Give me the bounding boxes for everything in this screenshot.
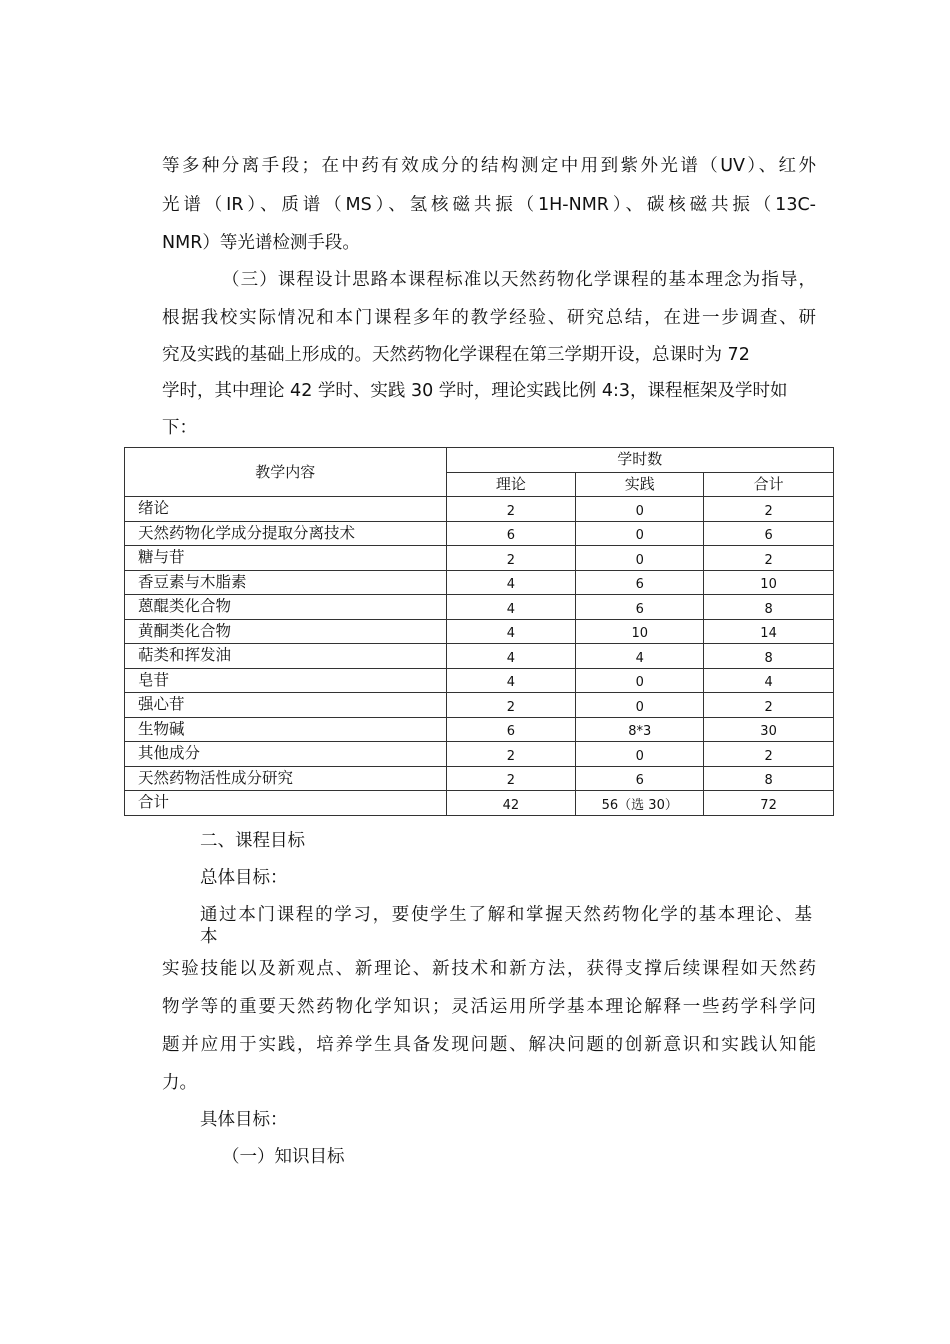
row-theory: 6 [446, 717, 576, 742]
table-row [125, 742, 834, 767]
row-theory: 6 [446, 521, 576, 546]
specific-goal-label: 具体目标： [200, 1110, 288, 1130]
goal-line-4: 物学等的重要天然药物化学知识；灵活运用所学基本理论解释一些药学科学问 [162, 997, 816, 1017]
row-name: 其他成分 [125, 742, 447, 767]
intro-line-2: 光谱（IR）、质谱（MS）、氢核磁共振（1H-NMR）、碳核磁共振（13C- [162, 195, 816, 215]
row-theory: 2 [446, 693, 576, 718]
row-total: 8 [704, 644, 834, 669]
row-name: 天然药物化学成分提取分离技术 [125, 521, 447, 546]
row-name: 强心苷 [125, 693, 447, 718]
row-theory: 2 [446, 497, 576, 522]
row-practice: 8*3 [576, 717, 704, 742]
row-name: 糖与苷 [125, 546, 447, 571]
row-practice: 0 [576, 693, 704, 718]
row-theory: 4 [446, 595, 576, 620]
row-theory: 4 [446, 619, 576, 644]
row-practice: 56（选 30） [576, 791, 704, 816]
design-line-2: 根据我校实际情况和本门课程多年的教学经验、研究总结，在进一步调查、研 [162, 308, 816, 328]
header-content: 教学内容 [125, 448, 447, 497]
row-name: 天然药物活性成分研究 [125, 766, 447, 791]
goal-line-3: 实验技能以及新观点、新理论、新技术和新方法，获得支撑后续课程如天然药 [162, 959, 816, 979]
table-row [125, 570, 834, 595]
row-theory: 4 [446, 644, 576, 669]
intro-line-1: 等多种分离手段；在中药有效成分的结构测定中用到紫外光谱（UV）、红外 [162, 156, 816, 176]
row-name: 黄酮类化合物 [125, 619, 447, 644]
row-total: 2 [704, 742, 834, 767]
design-line-1: （三）课程设计思路本课程标准以天然药物化学课程的基本理念为指导， [222, 270, 816, 290]
row-practice: 0 [576, 546, 704, 571]
header-theory: 理论 [446, 472, 576, 497]
design-line-5: 下： [162, 418, 197, 438]
design-line-4: 学时，其中理论 42 学时、实践 30 学时，理论实践比例 4:3，课程框架及学时如 [162, 381, 788, 401]
row-theory: 2 [446, 742, 576, 767]
table-row [125, 693, 834, 718]
section-title: 二、课程目标 [200, 831, 305, 851]
knowledge-goal-label: （一）知识目标 [222, 1147, 345, 1167]
table-row [125, 497, 834, 522]
row-name: 生物碱 [125, 717, 447, 742]
row-total: 14 [704, 619, 834, 644]
header-total: 合计 [704, 472, 834, 497]
row-name: 合计 [125, 791, 447, 816]
row-theory: 2 [446, 546, 576, 571]
row-practice: 6 [576, 766, 704, 791]
goal-line-1: 通过本门课程的学习，要使学生了解和掌握天然药物化学的基本理论、基 [200, 905, 812, 925]
design-line-3: 究及实践的基础上形成的。天然药物化学课程在第三学期开设，总课时为 72 [162, 345, 750, 365]
row-total: 8 [704, 766, 834, 791]
table-row [125, 546, 834, 571]
header-practice: 实践 [576, 472, 704, 497]
row-total: 30 [704, 717, 834, 742]
table-row [125, 766, 834, 791]
row-name: 蒽醌类化合物 [125, 595, 447, 620]
row-name: 皂苷 [125, 668, 447, 693]
row-theory: 2 [446, 766, 576, 791]
goal-line-5: 题并应用于实践，培养学生具备发现问题、解决问题的创新意识和实践认知能 [162, 1035, 816, 1055]
header-hours: 学时数 [446, 448, 833, 473]
row-total: 8 [704, 595, 834, 620]
row-total: 10 [704, 570, 834, 595]
table-row [125, 521, 834, 546]
row-practice: 0 [576, 742, 704, 767]
row-name: 绪论 [125, 497, 447, 522]
row-practice: 0 [576, 521, 704, 546]
row-practice: 0 [576, 668, 704, 693]
table-row [125, 717, 834, 742]
table-total-row [125, 791, 834, 816]
table-row [125, 619, 834, 644]
row-name: 萜类和挥发油 [125, 644, 447, 669]
row-total: 6 [704, 521, 834, 546]
table-row [125, 595, 834, 620]
row-total: 2 [704, 693, 834, 718]
goal-line-6: 力。 [162, 1073, 197, 1093]
row-total: 2 [704, 546, 834, 571]
goal-line-2: 本 [200, 927, 218, 947]
row-total: 72 [704, 791, 834, 816]
row-practice: 6 [576, 570, 704, 595]
row-total: 2 [704, 497, 834, 522]
table-header-row [125, 448, 834, 473]
row-theory: 42 [446, 791, 576, 816]
row-total: 4 [704, 668, 834, 693]
course-hours-table [124, 447, 834, 816]
row-practice: 4 [576, 644, 704, 669]
overall-goal-label: 总体目标： [200, 868, 288, 888]
intro-line-3: NMR）等光谱检测手段。 [162, 233, 360, 253]
table-row [125, 644, 834, 669]
row-theory: 4 [446, 668, 576, 693]
row-name: 香豆素与木脂素 [125, 570, 447, 595]
row-practice: 0 [576, 497, 704, 522]
row-theory: 4 [446, 570, 576, 595]
table-row [125, 668, 834, 693]
row-practice: 6 [576, 595, 704, 620]
row-practice: 10 [576, 619, 704, 644]
